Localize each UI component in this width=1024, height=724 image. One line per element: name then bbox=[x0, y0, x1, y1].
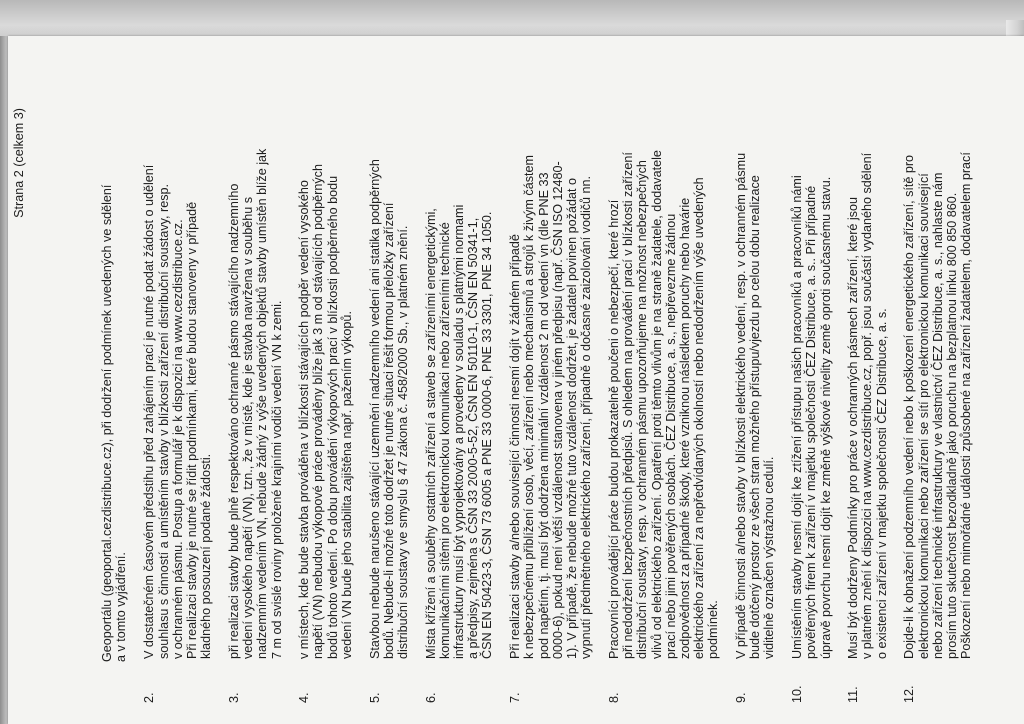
condition-line: bude dotčený prostor ze všech stran možného přístupu/vjezdu po celou dobu realizace bbox=[748, 175, 763, 659]
condition-number: 6. bbox=[423, 692, 438, 703]
condition-text bbox=[846, 49, 889, 659]
condition-item bbox=[846, 16, 889, 706]
condition-line: 1). V případě, že nebude možné tuto vzdálenost dodržet, je žadatel povinen požádat o bbox=[564, 178, 579, 659]
condition-line: prací nebo jimi pověřených osobách. ČEZ Distribuce, a. s., nepřevezme žádnou bbox=[663, 213, 678, 659]
condition-text bbox=[508, 49, 593, 659]
condition-line: v ochranném pásmu. Postup a formulář je k dispozici na www.cezdistribuce.cz. bbox=[170, 219, 185, 659]
condition-line: distribuční soustavy ve smyslu § 47 zákona č. 458/2000 Sb., v platném znění. bbox=[395, 225, 410, 659]
condition-line: Dojde-li k obnažení podzemního vedení nebo k poškození energetického zařízení, sítě pro bbox=[902, 154, 917, 659]
condition-item bbox=[424, 16, 495, 706]
condition-line: 7 m od svislé roviny proložené krajními vodiči vedení VN k zemi. bbox=[269, 300, 284, 659]
condition-line: úpravě povrchu nesmí dojít ke změně výškové nivelity země oproti současnému stavu. bbox=[818, 176, 833, 659]
condition-line: v místech, kde bude stavba prováděna v blízkosti stávajících podpěr vedení vysokého bbox=[297, 180, 312, 659]
condition-text bbox=[142, 49, 213, 659]
condition-item bbox=[142, 16, 213, 706]
condition-line: V případě činnosti a/nebo stavby v blízkosti elektrického vedení, resp. v ochranném pásmu bbox=[734, 152, 749, 659]
condition-line: infrastruktury musí být vyprojektovány a provedeny v souladu s platnými normami bbox=[452, 204, 467, 659]
condition-item bbox=[368, 16, 411, 706]
condition-line: zodpovědnost za případné škody, které vzniknou následkem poruchy nebo havárie bbox=[677, 197, 692, 659]
condition-line: Umístěním stavby nesmí dojít ke ztížení přístupu našich pracovníků a pracovníků námi bbox=[790, 175, 805, 659]
condition-text bbox=[424, 49, 495, 659]
condition-line: při nedodržení bezpečnostních předpisů. S ohledem na provádění prací v blízkosti zařízení bbox=[621, 152, 636, 659]
condition-line: souhlasu s činností a umístěním stavby v blízkosti zařízení distribuční soustavy, resp. bbox=[156, 183, 171, 659]
condition-line: vedení vysokého napětí (VN), tzn., že v místě, kde je stavba navržena v souběhu s bbox=[241, 196, 256, 659]
condition-line: nadzemním vedením VN, nebude žádný z výše uvedených objektů stavby umístěn blíže jak bbox=[255, 148, 270, 659]
condition-number: 11. bbox=[846, 686, 861, 703]
condition-line: elektronickou komunikaci nebo zařízení se sítí pro elektronickou komunikaci související bbox=[916, 173, 931, 659]
condition-number: 8. bbox=[606, 692, 621, 703]
condition-line: pod napětím, tj. musí být dodržena minimální vzdálenost 2 m od vedení vn (dle PNE 33 bbox=[536, 172, 551, 659]
condition-item bbox=[902, 16, 973, 706]
condition-item bbox=[227, 16, 284, 706]
condition-line: vypnutí předmětného elektrického zařízení, případně o dočasné zaizolování vodičů nn. bbox=[579, 175, 594, 659]
condition-line: Poškození nebo mimořádné události způsobené na zařízení žadatelem, dodavatelem prací bbox=[959, 152, 974, 659]
condition-text bbox=[790, 49, 833, 659]
condition-line: pověřených firem k zařízení v majetku společnosti ČEZ Distribuce, a. s.. Při případné bbox=[804, 185, 819, 659]
condition-line: Při realizaci stavby je nutné se řídit podmínkami, které budou stanoveny v případě bbox=[185, 201, 200, 659]
lead-line: Geoportálu (geoportal.cezdistribuce.cz), při dodržení podmínek uvedených ve sdělení bbox=[100, 184, 114, 662]
condition-line: viditelně označen výstražnou cedulí. bbox=[762, 456, 777, 659]
condition-item bbox=[297, 16, 354, 706]
condition-line: bodů tohoto vedení. Po dobu provádění výkopových prací v blízkosti podpěrného bodu bbox=[325, 175, 340, 659]
condition-line: kladného posouzení podané žádosti. bbox=[199, 453, 214, 659]
document-text bbox=[12, 16, 974, 706]
condition-line: Musí být dodrženy Podmínky pro práce v ochranných pásmech zařízení, které jsou bbox=[846, 197, 861, 659]
condition-number: 9. bbox=[734, 692, 749, 703]
condition-number: 2. bbox=[142, 692, 157, 703]
condition-text bbox=[297, 49, 354, 659]
condition-number: 12. bbox=[902, 685, 917, 703]
condition-line: distribuční soustavy, resp. v ochranném pásmu upozorňujeme na možnost nebezpečných bbox=[635, 160, 650, 659]
condition-line: komunikačními sítěmi pro elektronickou komunikaci nebo zařízeními technické bbox=[437, 222, 452, 659]
lead-paragraph bbox=[100, 62, 128, 662]
condition-line: V dostatečném časovém předstihu před zahájením prací je nutné podat žádost o udělení bbox=[142, 164, 157, 659]
condition-line: Místa křížení a souběhy ostatních zařízení a staveb se zařízeními energetickými, bbox=[423, 208, 438, 659]
condition-text bbox=[734, 49, 777, 659]
condition-line: ČSN EN 50423-3, ČSN 73 6005 a PNE 33 0000-6, PNE 33 3301, PNE 34 1050. bbox=[480, 211, 495, 659]
lead-line: a v tomto vyjádření. bbox=[114, 552, 129, 662]
condition-text bbox=[902, 49, 973, 659]
condition-line: Při realizaci stavby a/nebo související činnosti nesmí dojít v žádném případě bbox=[508, 234, 523, 659]
condition-line: bodů. Nebude-li možné toto dodržet je nutné situaci řešit formou přeložky zařízení bbox=[381, 202, 396, 659]
condition-line: prosím tuto skutečnost bezodkladně jako poruchu na bezplatnou linku 800 850 860. bbox=[944, 192, 959, 659]
condition-item bbox=[734, 16, 777, 706]
condition-line: o existenci zařízení v majetku společnosti ČEZ Distribuce, a. s. bbox=[874, 308, 889, 659]
condition-text bbox=[368, 49, 411, 659]
condition-line: v platném znění k dispozici na www.cezdistribuce.cz, popř. jsou součástí vydaného sdělení bbox=[860, 152, 875, 659]
condition-line: a předpisy, zejména s ČSN 33 2000-5-52, ČSN EN 50110-1, ČSN EN 50341-1, bbox=[466, 217, 481, 659]
condition-number: 10. bbox=[790, 685, 805, 703]
condition-line: 0000-6), pokud není větší vzdálenost stanovena v jiném předpisu (např. ČSN ISO 12480- bbox=[550, 161, 565, 659]
condition-number: 3. bbox=[226, 692, 241, 703]
condition-line: vedení VN bude jeho stabilita zajištěna např. pažením výkopů. bbox=[339, 311, 354, 659]
condition-number: 5. bbox=[367, 692, 382, 703]
condition-line: nebo zařízení technické infrastruktury ve vlastnictví ČEZ Distribuce, a. s., nahlaste nám bbox=[930, 172, 945, 659]
condition-item bbox=[607, 16, 721, 706]
condition-item bbox=[508, 16, 593, 706]
condition-line: podmínek. bbox=[706, 600, 721, 659]
condition-list bbox=[142, 16, 973, 706]
condition-line: napětí (VN) nebudou výkopové práce prováděny blíže jak 3 m od stávajících podpěrných bbox=[311, 164, 326, 659]
condition-line: při realizaci stavby bude plně respektováno ochranné pásmo stávajícího nadzemního bbox=[226, 183, 241, 659]
condition-text bbox=[607, 49, 721, 659]
condition-number: 7. bbox=[508, 692, 523, 703]
condition-item bbox=[790, 16, 833, 706]
condition-number: 4. bbox=[297, 692, 312, 703]
condition-line: elektrického zařízení za nepředvídaných okolností nebo nedodržením výše uvedených bbox=[692, 177, 707, 659]
condition-line: Pracovníci provádějící práce budou prokazatelně poučeni o nebezpečí, které hrozí bbox=[606, 199, 621, 659]
condition-text bbox=[227, 49, 284, 659]
condition-line: k nebezpečnému přiblížení osob, věcí, zařízení nebo mechanismů a strojů k živým částem bbox=[522, 155, 537, 659]
condition-line: vlivů od elektrického zařízení. Opatření proti těmto vlivům je na straně žadatele, dodavatele bbox=[649, 150, 664, 659]
condition-line: Stavbou nebude narušeno stávající uzemnění nadzemního vedení ani statika podpěrných bbox=[367, 159, 382, 659]
page-label: Strana 2 (celkem 3) bbox=[12, 108, 26, 218]
